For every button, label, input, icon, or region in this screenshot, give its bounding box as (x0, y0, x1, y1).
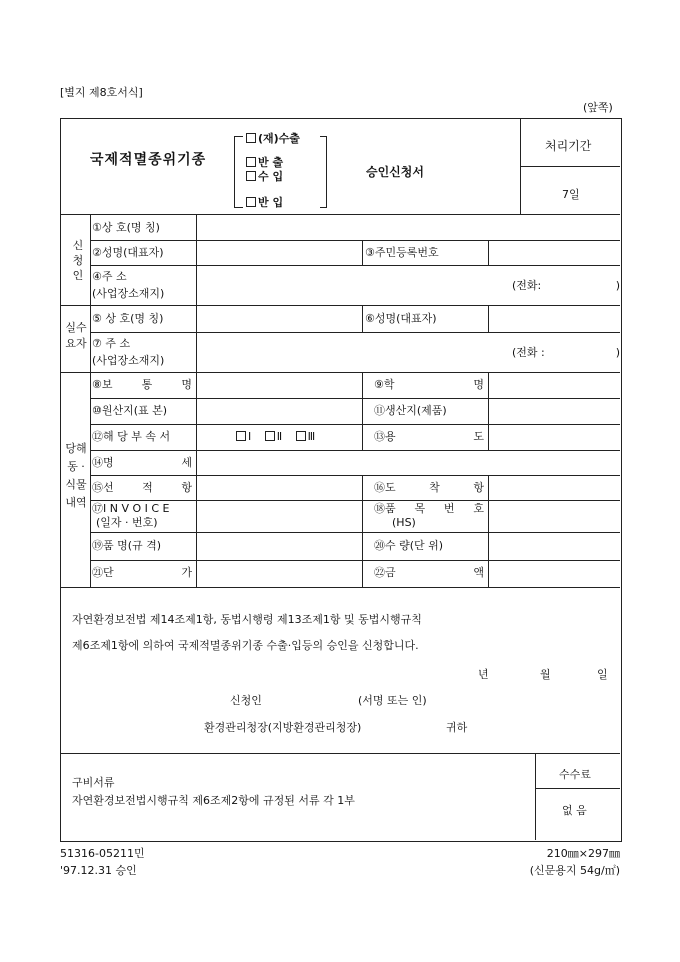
divider (90, 265, 620, 266)
required-documents-text: 자연환경보전법시행규칙 제6조제2항에 규정된 서류 각 1부 (72, 794, 355, 807)
appendix-option-1[interactable]: Ⅰ (236, 430, 251, 443)
paper-type: (신문용지 54g/㎡) (529, 864, 620, 877)
divider (60, 753, 620, 754)
field-purpose-label: ⑬용 도 (374, 430, 484, 443)
divider (60, 214, 620, 215)
form-code: 51316-05211민 (60, 847, 145, 860)
divider (90, 332, 620, 333)
field-arrival-port-label: ⑯도 착 항 (374, 481, 484, 494)
divider (60, 587, 620, 588)
field-demander-company-label: ⑤ 상 호(명 칭) (92, 312, 164, 325)
divider (60, 305, 620, 306)
divider (90, 398, 620, 399)
checkbox-icon (236, 431, 246, 441)
divider (90, 240, 620, 241)
appendix-options (236, 430, 315, 443)
divider (488, 305, 489, 332)
appendix-option-3[interactable]: Ⅲ (296, 430, 316, 443)
field-scientific-name-label: ⑨학 명 (374, 378, 484, 391)
field-loading-port-label: ⑮선 적 항 (92, 481, 192, 494)
divider (362, 240, 363, 265)
section-details: 당해 동 · 식물 내역 (65, 442, 87, 509)
field-common-name-label: ⑧보 통 명 (92, 378, 192, 391)
field-address-label: ④주 소 (92, 270, 127, 283)
checkbox-icon (265, 431, 275, 441)
divider (362, 475, 363, 587)
field-origin-label: ⑩원산지(표 본) (92, 404, 168, 417)
option-carry-in[interactable]: 반 입 (246, 194, 283, 210)
form-number: [별지 제8호서식] (60, 86, 143, 99)
field-appendix-label: ⑫해 당 부 속 서 (92, 430, 171, 443)
divider (90, 214, 91, 587)
field-hs-code-sublabel: (HS) (392, 516, 416, 529)
divider (90, 500, 620, 501)
date-month: 월 (540, 668, 551, 681)
addressee: 환경관리청장(지방환경관리청장) (204, 721, 362, 734)
divider (535, 753, 536, 840)
divider (362, 372, 363, 450)
applicant-signature-label: 신청인 (230, 694, 262, 707)
option-import[interactable]: 수 입 (246, 168, 283, 184)
divider (196, 214, 197, 587)
approval-date: '97.12.31 승인 (60, 864, 137, 877)
divider (520, 166, 620, 167)
signature-hint: (서명 또는 인) (358, 694, 427, 707)
form-title: 국제적멸종위기종 (90, 152, 207, 168)
divider (535, 788, 620, 789)
checkbox-icon (246, 171, 256, 181)
title-bracket (234, 136, 243, 208)
required-documents-label: 구비서류 (72, 776, 115, 789)
field-production-label: ⑪생산지(제품) (374, 404, 447, 417)
date-year: 년 (478, 668, 489, 681)
fee-label: 수수료 (559, 768, 591, 781)
checkbox-icon (246, 197, 256, 207)
divider (488, 240, 489, 265)
field-product-name-label: ⑲품 명(규 격) (92, 539, 162, 552)
divider (488, 475, 489, 587)
section-applicant: 신 청 인 (72, 239, 84, 282)
section-demander: 실수 요자 (65, 321, 87, 350)
field-invoice-sublabel: (일자 · 번호) (96, 516, 158, 529)
option-reexport[interactable]: (재)수출 (246, 130, 300, 146)
field-amount-label: ㉒금 액 (374, 566, 484, 579)
divider (362, 305, 363, 332)
divider (90, 532, 620, 533)
field-hs-code-label: ⑱품 목 번 호 (374, 502, 484, 515)
field-resident-number-label: ③주민등록번호 (365, 246, 439, 259)
checkbox-icon (296, 431, 306, 441)
processing-period-label: 처리기간 (545, 139, 592, 153)
appendix-option-2[interactable]: Ⅱ (265, 430, 282, 443)
checkbox-icon (246, 157, 256, 167)
form-title-suffix: 승인신청서 (366, 165, 424, 179)
field-unit-price-label: ㉑단 가 (92, 566, 192, 579)
paper-size: 210㎜×297㎜ (546, 847, 620, 860)
field-representative-label: ②성명(대표자) (92, 246, 164, 259)
date-day: 일 (597, 668, 608, 681)
field-company-name-label: ①상 호(명 칭) (92, 221, 160, 234)
field-demander-representative-label: ⑥성명(대표자) (365, 312, 437, 325)
statement-line-1: 자연환경보전법 제14조제1항, 동법시행령 제13조제1항 및 동법시행규칙 (72, 613, 422, 626)
honorific: 귀하 (446, 721, 468, 734)
processing-period-value: 7일 (562, 188, 580, 201)
fee-value: 없 음 (562, 804, 587, 817)
divider (488, 372, 489, 450)
field-address-sublabel: (사업장소재지) (92, 287, 165, 300)
page-side-label: (앞쪽) (583, 101, 613, 114)
demander-phone: (전화 : ) (512, 346, 620, 359)
statement-line-2: 제6조제1항에 의하여 국제적멸종위기종 수출·입등의 승인을 신청합니다. (72, 639, 419, 652)
field-quantity-label: ⑳수 량(단 위) (374, 539, 444, 552)
field-demander-address-sublabel: (사업장소재지) (92, 354, 165, 367)
checkbox-icon (246, 133, 256, 143)
field-demander-address-label: ⑦ 주 소 (92, 337, 131, 350)
divider (90, 560, 620, 561)
divider (90, 450, 620, 451)
applicant-phone: (전화: ) (512, 279, 620, 292)
field-specification-label: ⑭명 세 (92, 456, 192, 469)
divider (60, 372, 620, 373)
field-invoice-label: ⑰I N V O I C E (92, 502, 170, 515)
option-carry-out[interactable]: 반 출 (246, 154, 283, 170)
title-bracket-right (320, 136, 327, 208)
divider (90, 475, 620, 476)
divider (90, 424, 620, 425)
